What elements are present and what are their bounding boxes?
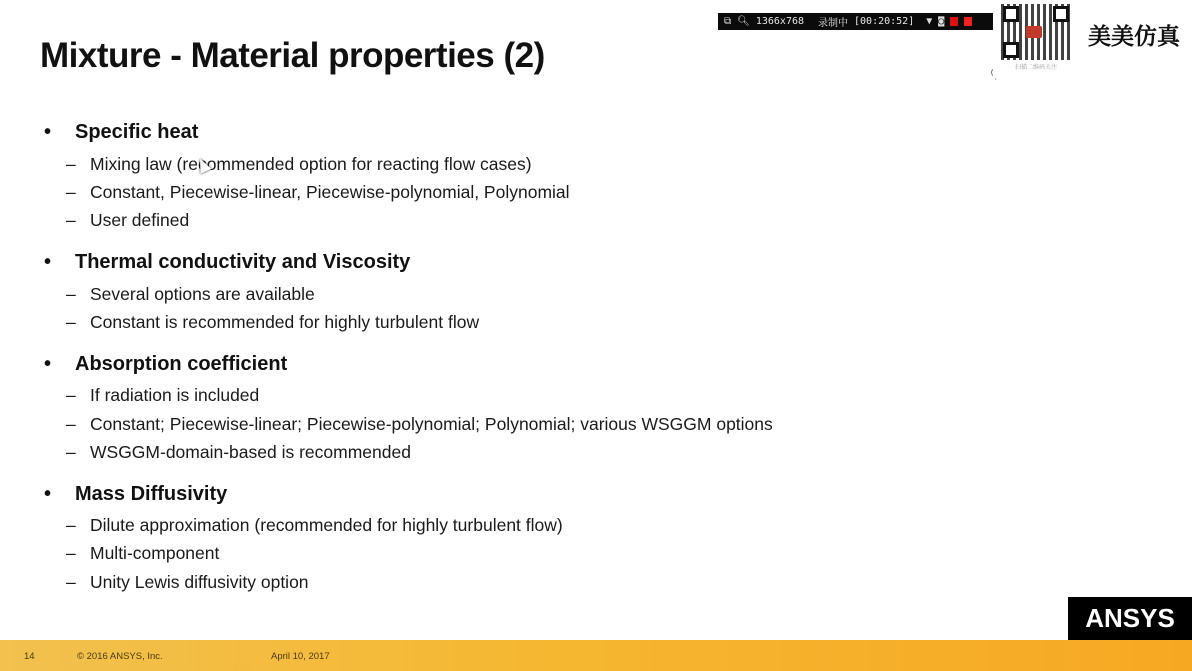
bullet-icon: • bbox=[44, 251, 52, 273]
ansys-logo: ANSYS bbox=[1068, 597, 1192, 640]
list-item-text: WSGGM-domain-based is recommended bbox=[90, 442, 411, 462]
qr-watermark bbox=[993, 0, 1079, 78]
dash-icon: – bbox=[66, 284, 76, 304]
chevron-down-icon[interactable]: ▼ bbox=[926, 16, 933, 27]
dash-icon: – bbox=[66, 210, 76, 230]
stop-icon[interactable] bbox=[964, 17, 972, 26]
list-item-text: Constant; Piecewise-linear; Piecewise-polynomial; Polynomial; various WSGGM options bbox=[90, 414, 773, 434]
section-heading-label: Mass Diffusivity bbox=[75, 483, 228, 505]
list-item bbox=[66, 385, 259, 406]
dash-icon: – bbox=[66, 414, 76, 434]
dash-icon: – bbox=[66, 572, 76, 592]
bullet-icon: • bbox=[44, 483, 52, 505]
list-item-text: User defined bbox=[90, 210, 190, 230]
list-item bbox=[66, 414, 773, 435]
window-icon[interactable]: ⧉ bbox=[724, 16, 732, 27]
list-item-text: Constant is recommended for highly turbulent flow bbox=[90, 312, 480, 332]
list-item bbox=[66, 154, 532, 175]
dash-icon: – bbox=[66, 182, 76, 202]
list-item bbox=[66, 312, 479, 333]
slide-footer bbox=[0, 640, 1192, 671]
recorder-status: 录制中 bbox=[818, 18, 849, 29]
qr-caption: 扫描二维码关注 bbox=[1014, 65, 1057, 71]
list-item bbox=[66, 442, 411, 463]
zoom-icon[interactable]: 🔍︎ bbox=[737, 16, 750, 27]
dash-icon: – bbox=[66, 543, 76, 563]
dash-icon: – bbox=[66, 312, 76, 332]
list-item-text: Dilute approximation (recommended for highly turbulent flow) bbox=[90, 515, 563, 535]
list-item-text: Multi-component bbox=[90, 543, 220, 563]
list-item-text: Mixing law (recommended option for reacting flow cases) bbox=[90, 154, 532, 174]
dash-icon: – bbox=[66, 442, 76, 462]
dash-icon: – bbox=[66, 385, 76, 405]
section-heading-label: Specific heat bbox=[75, 121, 199, 143]
section-heading-label: Thermal conductivity and Viscosity bbox=[75, 251, 411, 273]
list-item-text: Unity Lewis diffusivity option bbox=[90, 572, 309, 592]
list-item bbox=[66, 182, 570, 203]
recorder-timer: [00:20:52] bbox=[854, 16, 915, 27]
list-item bbox=[66, 515, 563, 536]
list-item bbox=[66, 284, 315, 305]
footer-date: April 10, 2017 bbox=[271, 651, 330, 662]
dash-icon: – bbox=[66, 154, 76, 174]
dash-icon: – bbox=[66, 515, 76, 535]
copyright: © 2016 ANSYS, Inc. bbox=[77, 651, 163, 662]
brand-watermark: 美美仿真 bbox=[1088, 23, 1180, 49]
bullet-icon: • bbox=[44, 121, 52, 143]
qr-logo-icon bbox=[1026, 26, 1042, 38]
recorder-resolution: 1366x768 bbox=[755, 16, 805, 27]
list-item bbox=[66, 210, 189, 231]
list-item-text: Several options are available bbox=[90, 284, 315, 304]
list-item bbox=[66, 543, 219, 564]
bullet-icon: • bbox=[44, 353, 52, 375]
list-item bbox=[66, 572, 309, 593]
qr-finder-icon bbox=[1003, 6, 1019, 22]
section-heading-label: Absorption coefficient bbox=[75, 353, 288, 375]
page-number: 14 bbox=[24, 651, 35, 662]
list-item-text: Constant, Piecewise-linear, Piecewise-polynomial, Polynomial bbox=[90, 182, 570, 202]
list-item-text: If radiation is included bbox=[90, 385, 260, 405]
camera-icon[interactable]: ◙ bbox=[938, 16, 945, 27]
recorder-toolbar bbox=[718, 13, 1000, 30]
pause-icon[interactable] bbox=[950, 17, 958, 26]
slide-title: Mixture - Material properties (2) bbox=[40, 36, 545, 75]
qr-finder-icon bbox=[1003, 42, 1019, 58]
qr-finder-icon bbox=[1053, 6, 1069, 22]
